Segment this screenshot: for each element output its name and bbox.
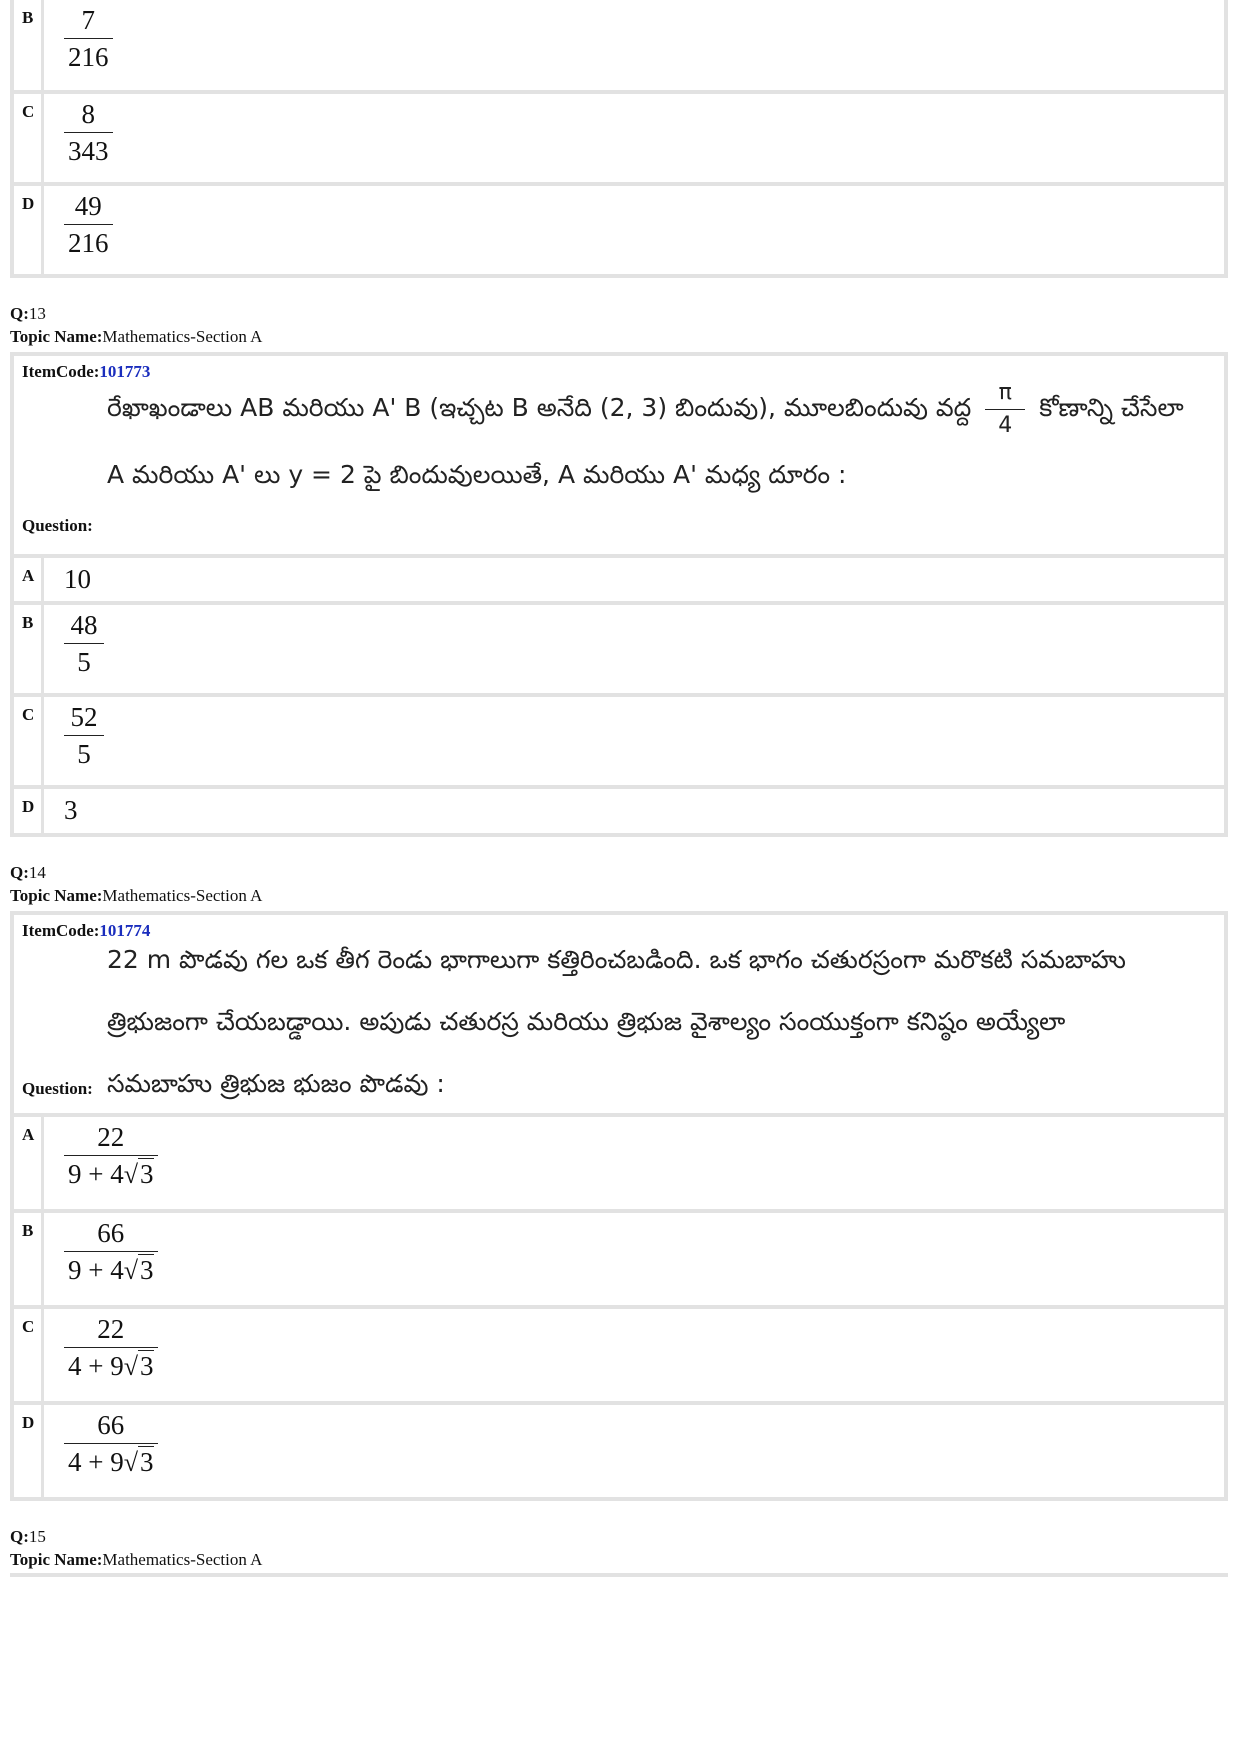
exam-page — [10, 0, 1228, 1577]
option-fraction: $\frac{66}{9 + 4√3}$ — [64, 1219, 158, 1285]
question-box-14 — [10, 911, 1228, 1113]
option-row-d — [14, 182, 1224, 274]
question-header-15 — [10, 1525, 1228, 1571]
topic-label: Topic Name: — [10, 1550, 103, 1569]
option-fraction: $\frac{22}{9 + 4√3}$ — [64, 1123, 158, 1189]
option-row-a — [14, 554, 1224, 601]
option-row-a — [14, 1113, 1224, 1209]
fraction-denominator: 216 — [68, 228, 109, 259]
prev-options-table — [10, 0, 1228, 278]
option-row-b — [14, 0, 1224, 90]
q-label: Q: — [10, 304, 29, 323]
option-fraction — [64, 6, 113, 72]
option-letter: C — [14, 1309, 44, 1401]
option-letter: D — [14, 1405, 44, 1497]
option-row-c — [14, 1305, 1224, 1401]
question-line: రేఖాఖండాలు AB మరియు A' B (ఇచ్చట B అనేది (2, 3) బిందువు), మూలబిందువు వద్ద — [107, 393, 972, 422]
fraction-numerator: 8 — [81, 99, 95, 129]
option-row-b — [14, 1209, 1224, 1305]
option-row-c — [14, 693, 1224, 785]
fraction-numerator: 7 — [81, 5, 95, 35]
fraction-denominator: 216 — [68, 42, 109, 73]
option-value: 3 — [64, 795, 78, 825]
question-box-13 — [10, 352, 1228, 554]
itemcode-value: 101773 — [99, 362, 151, 381]
question-label: Question: — [22, 1079, 93, 1098]
option-row-c — [14, 90, 1224, 182]
question-header-13 — [10, 302, 1228, 348]
fraction-denominator: 343 — [68, 136, 109, 167]
q-number: 13 — [28, 304, 46, 323]
q-number: 15 — [28, 1527, 46, 1546]
fraction-numerator: 49 — [74, 191, 102, 221]
option-letter: C — [14, 697, 44, 785]
option-row-b — [14, 601, 1224, 693]
question-text — [22, 929, 1224, 1115]
option-fraction — [64, 192, 113, 258]
option-value: 10 — [64, 564, 91, 594]
option-letter: B — [14, 0, 44, 90]
option-fraction: $\frac{52}{5}$ — [64, 703, 104, 769]
option-fraction: $\frac{66}{4 + 9√3}$ — [64, 1411, 158, 1477]
options-table-13 — [10, 554, 1228, 837]
itemcode: ItemCode:101773 — [22, 362, 151, 381]
question-label: Question: — [22, 516, 93, 535]
option-row-d — [14, 785, 1224, 833]
options-table-14 — [10, 1113, 1228, 1501]
topic-name: Mathematics-Section A — [102, 886, 263, 905]
topic-name: Mathematics-Section A — [102, 327, 263, 346]
divider — [10, 1573, 1228, 1577]
question-header-14 — [10, 861, 1228, 907]
topic-name: Mathematics-Section A — [102, 1550, 263, 1569]
option-fraction: $\frac{22}{4 + 9√3}$ — [64, 1315, 158, 1381]
q-label: Q: — [10, 863, 29, 882]
question-line: 22 m పొడవు గల ఒక తీగ రెండు భాగాలుగా కత్తిరించబడింది. ఒక భాగం చతురస్రంగా మరొకటి సమబాహు — [107, 945, 1126, 974]
question-line: కోణాన్ని చేసేలా — [1039, 393, 1184, 422]
option-letter: D — [14, 186, 44, 274]
option-fraction — [64, 100, 113, 166]
q-label: Q: — [10, 1527, 29, 1546]
question-line: త్రిభుజంగా చేయబడ్డాయి. అపుడు చతురస్ర మరియు త్రిభుజ వైశాల్యం సంయుక్తంగా కనిష్ఠం అయ్యేలా — [107, 1007, 1066, 1036]
pi-fraction: $\frac{\pi}{4}$ — [985, 381, 1025, 436]
option-letter: A — [14, 558, 44, 601]
itemcode-value: 101774 — [99, 921, 151, 940]
topic-label: Topic Name: — [10, 886, 103, 905]
option-letter: B — [14, 1213, 44, 1305]
itemcode: ItemCode:101774 — [22, 921, 151, 940]
question-line: సమబాహు త్రిభుజ భుజం పొడవు : — [107, 1069, 445, 1098]
option-letter: A — [14, 1117, 44, 1209]
question-text — [22, 380, 1224, 503]
option-letter: C — [14, 94, 44, 182]
option-letter: B — [14, 605, 44, 693]
option-row-d — [14, 1401, 1224, 1497]
question-line: A మరియు A' లు y = 2 పై బిందువులయితే, A మరియు A' మధ్య దూరం : — [107, 459, 847, 489]
q-number: 14 — [28, 863, 46, 882]
topic-label: Topic Name: — [10, 327, 103, 346]
option-letter: D — [14, 789, 44, 833]
option-fraction: $\frac{48}{5}$ — [64, 611, 104, 677]
